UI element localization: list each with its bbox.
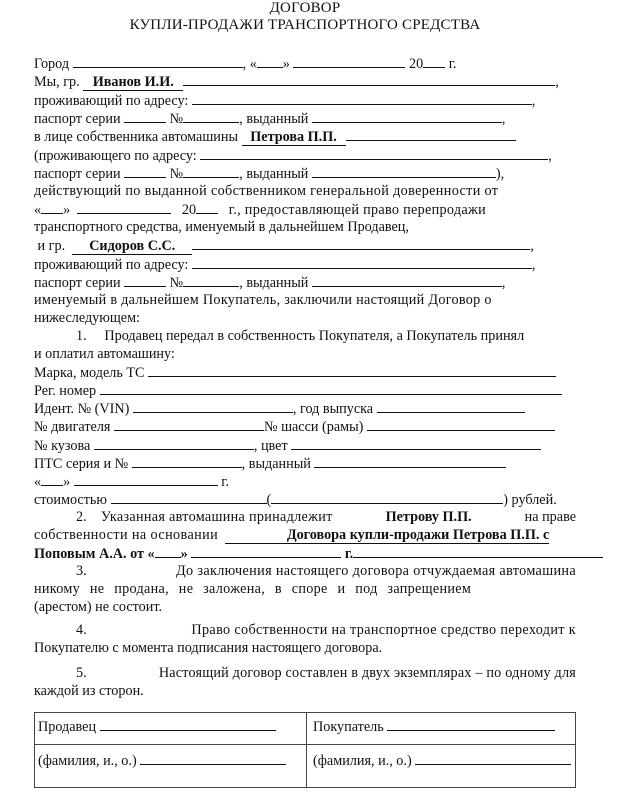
clause-3-line-3	[34, 598, 576, 617]
seller-signature-field[interactable]	[100, 717, 276, 731]
clause-1-text: Продавец передал в собственность Покупателя, а Покупатель принял	[104, 328, 525, 344]
vin-field[interactable]	[133, 399, 293, 413]
q-open: «	[34, 202, 42, 218]
cost-number-field[interactable]	[111, 490, 267, 504]
clause-4-text-2: Покупателю с момента подписания настоящего договора.	[34, 640, 383, 656]
clause-2-number: 2.	[76, 509, 87, 525]
owner-extra-field[interactable]	[346, 127, 516, 141]
passport-number-field-1[interactable]	[183, 109, 239, 123]
buyer-name: Сидоров С.С.	[89, 238, 176, 254]
seller-rep-name[interactable]: Иванов И.И.	[83, 75, 183, 91]
color-label: , цвет	[253, 438, 288, 454]
rubles-label: ) рублей.	[503, 492, 557, 508]
passport-issued-field-1[interactable]	[312, 109, 502, 123]
buyer-address-line: проживающий по адресу: ,	[34, 257, 536, 273]
clause-3-text-3: (арестом) не состоит.	[34, 599, 163, 615]
clause-3-text-1: До заключения настоящего договора отчуждаемая автомашина	[176, 563, 576, 579]
vin-line	[34, 399, 576, 418]
seller-fio-label: (фамилия, и., о.)	[38, 753, 137, 769]
city-line	[34, 54, 576, 73]
clause-2-line-3: Попов​ым А.А. от « » г.	[34, 544, 576, 563]
clause-5-line-2	[34, 682, 576, 701]
issued-label: , выданный	[239, 111, 309, 127]
signature-divider-vertical	[306, 713, 307, 787]
body-line	[34, 436, 576, 455]
seller-signature-cell	[38, 717, 276, 737]
clause-5-text-2: каждой из сторон.	[34, 683, 144, 699]
engine-line	[34, 417, 576, 436]
clause-3-line-2	[34, 580, 576, 599]
signature-divider-horizontal	[35, 744, 575, 745]
contract-day-field[interactable]	[155, 544, 181, 558]
cost-label: стоимостью	[34, 492, 107, 508]
make-model-field[interactable]	[148, 363, 556, 377]
buyer-extra-field[interactable]	[192, 236, 530, 250]
contract-month-field[interactable]	[191, 544, 341, 558]
address-line-1: проживающий по адресу: ,	[34, 93, 536, 109]
issued-label-3: , выданный	[239, 275, 309, 291]
poa-year-field[interactable]	[196, 200, 218, 214]
buyer-residing-label: проживающий по адресу:	[34, 257, 189, 273]
clause-2-basis: собственности на основании	[34, 527, 219, 543]
clause-1-number: 1.	[76, 328, 87, 344]
seller-rep-line: Мы, гр. Иванов И.И. ,	[34, 74, 559, 90]
city-field[interactable]	[73, 54, 243, 68]
passport-series-field-1[interactable]	[124, 109, 166, 123]
clause-4-number: 4.	[76, 622, 87, 638]
poa-day-field[interactable]	[41, 200, 63, 214]
passport-line-3: паспорт серии № , выданный ,	[34, 275, 506, 291]
clause-3-number: 3.	[76, 563, 87, 579]
we-citizen-label: Мы, гр.	[34, 74, 80, 90]
owner-person-label: в лице собственника автомашины	[34, 129, 238, 145]
pts-month-field[interactable]	[74, 472, 218, 486]
no-label-2: №	[169, 166, 184, 182]
make-model-line	[34, 363, 576, 382]
pts-day-field[interactable]	[41, 472, 63, 486]
clause-2-line-2	[34, 526, 576, 545]
passport-series-field-2[interactable]	[124, 164, 166, 178]
engine-no-field[interactable]	[114, 417, 264, 431]
poa-year-prefix: 20	[181, 202, 197, 218]
clause-5-number: 5.	[76, 665, 87, 681]
cost-line: стоимостью ( ) рублей.	[34, 492, 557, 508]
buyer-named-text: именуемый в дальнейшем Покупатель, заключили настоящий Договор о	[34, 292, 492, 308]
vin-label: Идент. № (VIN)	[34, 401, 130, 417]
buyer-signature-cell	[313, 717, 555, 737]
owner-name[interactable]: Петрова П.П.	[242, 130, 346, 146]
as-follows-line	[34, 309, 576, 328]
signature-table	[34, 712, 576, 788]
month-field[interactable]	[293, 54, 405, 68]
clause-3-text-2: никому не продана, не заложена, в споре и под запрещением	[34, 581, 472, 597]
chassis-no-label: № шасси (рамы)	[264, 419, 364, 435]
year-prefix: 20	[408, 56, 424, 72]
clause-2-right: на праве	[524, 509, 576, 525]
reg-no-label: Рег. номер	[34, 383, 97, 399]
owner-residing-label: (проживающего по адресу:	[34, 148, 197, 164]
body-no-field[interactable]	[94, 436, 254, 450]
buyer-signature-field[interactable]	[387, 717, 555, 731]
poa-month-field[interactable]	[77, 200, 171, 214]
clause-5-line-1	[34, 664, 576, 683]
clause-2-line-1	[34, 508, 576, 527]
clause-3-line-1	[34, 562, 576, 581]
clause-2-owner: Петрову П.П.	[385, 509, 472, 525]
clause-2-text: Указанная автомашина принадлежит	[100, 509, 333, 525]
day-field[interactable]	[257, 54, 283, 68]
power-text: действующий по выданной собственником генеральной доверенности от	[34, 183, 499, 199]
passport-series-label-3: паспорт серии	[34, 275, 121, 291]
color-field[interactable]	[291, 436, 541, 450]
seller-rep-extra-field[interactable]	[183, 72, 555, 86]
quote-open: , «	[242, 56, 257, 72]
buyer-fio-field[interactable]	[415, 751, 571, 765]
clause-1-line-1	[34, 327, 576, 346]
clause-5-text-1: Настоящий договор составлен в двух экземплярах – по одному для	[158, 665, 576, 681]
passport-line-2: паспорт серии № , выданный ),	[34, 166, 505, 182]
issued-label-2: , выданный	[239, 166, 309, 182]
address-field-1[interactable]	[192, 91, 532, 105]
make-model-label: Марка, модель ТС	[34, 365, 145, 381]
contract-extra-field[interactable]	[353, 544, 603, 558]
q-close: »	[63, 202, 71, 218]
pts-field[interactable]	[132, 454, 242, 468]
pts-label: ПТС серия и №	[34, 456, 129, 472]
pts-q-close: »	[63, 474, 71, 490]
residing-label: проживающий по адресу:	[34, 93, 189, 109]
owner-address-line: (проживающего по адресу: ,	[34, 148, 552, 164]
buyer-named-line	[34, 291, 576, 310]
year-made-field[interactable]	[377, 399, 525, 413]
clause-4-text-1: Право собственности на транспортное средство переходит к	[191, 622, 576, 638]
reg-no-field[interactable]	[100, 381, 562, 395]
vehicle-named-line	[34, 218, 576, 237]
vehicle-named-text: транспортного средства, именуемый в дальнейшем Продавец,	[34, 219, 409, 235]
clause-2-contract[interactable]: Договора купли-продажи Петрова П.П. с	[225, 528, 549, 544]
engine-no-label: № двигателя	[34, 419, 111, 435]
passport-issued-field-3[interactable]	[312, 273, 502, 287]
pts-issued-field[interactable]	[314, 454, 506, 468]
power-of-attorney-line	[34, 182, 576, 201]
passport-line-1: паспорт серии № , выданный ,	[34, 111, 506, 127]
buyer-name-field[interactable]	[72, 239, 192, 255]
year-suffix: г.	[448, 56, 457, 72]
clause-2-g: г.	[344, 546, 354, 562]
passport-number-field-3[interactable]	[183, 273, 239, 287]
clause-1-text-2: и оплатил автомашину:	[34, 346, 175, 362]
clause-1-line-2	[34, 345, 576, 364]
seller-label: Продавец	[38, 719, 97, 735]
passport-series-label-2: паспорт серии	[34, 166, 121, 182]
seller-fio-field[interactable]	[140, 751, 286, 765]
poa-right-text: г., предоставляющей право перепродажи	[228, 202, 487, 218]
seller-fio-cell	[38, 751, 286, 771]
passport-number-field-2[interactable]	[183, 164, 239, 178]
buyer-label: Покупатель	[313, 719, 384, 735]
pts-g: г.	[221, 474, 230, 490]
no-label-3: №	[169, 275, 184, 291]
year-made-label: , год выпуска	[292, 401, 374, 417]
passport-issued-field-2[interactable]	[312, 164, 496, 178]
as-follows-text: нижеследующем:	[34, 310, 140, 326]
title-line-2: КУПЛИ-ПРОДАЖИ ТРАНСПОРТНОГО СРЕДСТВА	[129, 17, 481, 33]
clause-2-popov: Попов​ым А.А. от «	[34, 546, 155, 562]
buyer-fio-label: (фамилия, и., о.)	[313, 753, 412, 769]
pts-issued-label: , выданный	[241, 456, 311, 472]
buyer-fio-cell	[313, 751, 571, 771]
pts-q-open: «	[34, 474, 42, 490]
and-citizen-label: и гр.	[37, 238, 66, 254]
owner-line	[34, 127, 576, 146]
year-field[interactable]	[423, 54, 445, 68]
pts-line	[34, 454, 576, 473]
passport-series-field-3[interactable]	[124, 273, 166, 287]
owner-address-field[interactable]	[200, 146, 548, 160]
clause-4-line-1	[34, 621, 576, 640]
body-no-label: № кузова	[34, 438, 91, 454]
clause-4-line-2	[34, 639, 576, 658]
power-date-line	[34, 200, 576, 219]
chassis-no-field[interactable]	[367, 417, 555, 431]
pts-date-line	[34, 472, 576, 491]
buyer-address-field[interactable]	[192, 255, 532, 269]
city-label: Город	[34, 56, 70, 72]
quote-close: »	[282, 56, 290, 72]
title-line-1: ДОГОВОР	[269, 0, 341, 16]
buyer-line: и гр. Сидоров С.С. ,	[37, 238, 534, 254]
passport-series-label: паспорт серии	[34, 111, 121, 127]
no-label: №	[169, 111, 184, 127]
cost-words-field[interactable]	[271, 490, 503, 504]
reg-no-line	[34, 381, 576, 400]
